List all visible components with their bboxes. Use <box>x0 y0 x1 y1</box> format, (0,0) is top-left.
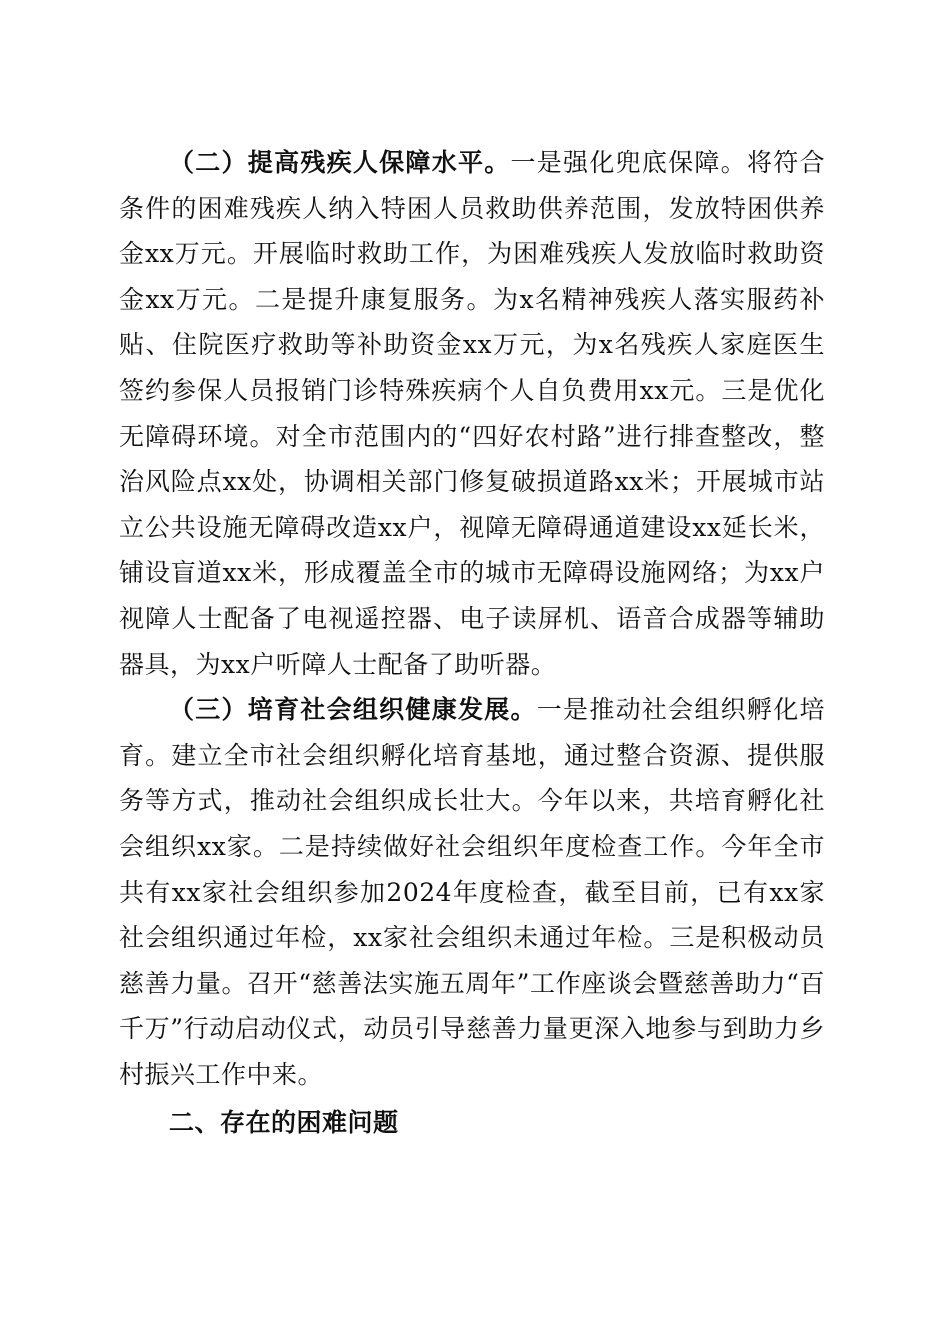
paragraph-body: 一是强化兜底保障。将符合条件的困难残疾人纳入特困人员救助供养范围，发放特困供养金xx万元。开展临时救助工作，为困难残疾人发放临时救助资金xx万元。二是提升康复服务。为x名精神残疾人落实服药补贴、住院医疗救助等补助资金xx万元，为x名残疾人家庭医生签约参保人员报销门诊特殊疾病个人自负费用xx元。三是优化无障碍环境。对全市范围内的“四好农村路”进行排查整改，整治风险点xx处，协调相关部门修复破损道路xx米；开展城市站立公共设施无障碍改造xx户，视障无障碍通道建设xx延长米，铺设盲道xx米，形成覆盖全市的城市无障碍设施网络；为xx户视障人士配备了电视遥控器、电子读屏机、语音合成器等辅助器具，为xx户听障人士配备了助听器。 <box>119 148 825 679</box>
paragraph-lead-heading: （三）培育社会组织健康发展。 <box>169 695 537 725</box>
paragraph-social-organizations <box>119 687 825 1097</box>
document-page <box>119 140 825 1146</box>
paragraph-disability-support <box>119 140 825 687</box>
section-heading: 二、存在的困难问题 <box>169 1108 399 1138</box>
paragraph-lead-heading: （二）提高残疾人保障水平。 <box>169 148 511 177</box>
paragraph-body: 一是推动社会组织孵化培育。建立全市社会组织孵化培育基地，通过整合资源、提供服务等方式，推动社会组织成长壮大。今年以来，共培育孵化社会组织xx家。二是持续做好社会组织年度检查工作。今年全市共有xx家社会组织参加2024年度检查，截至目前，已有xx家社会组织通过年检，xx家社会组织未通过年检。三是积极动员慈善力量。召开“慈善法实施五周年”工作座谈会暨慈善助力“百千万”行动启动仪式，动员引导慈善力量更深入地参与到助力乡村振兴工作中来。 <box>119 695 825 1089</box>
